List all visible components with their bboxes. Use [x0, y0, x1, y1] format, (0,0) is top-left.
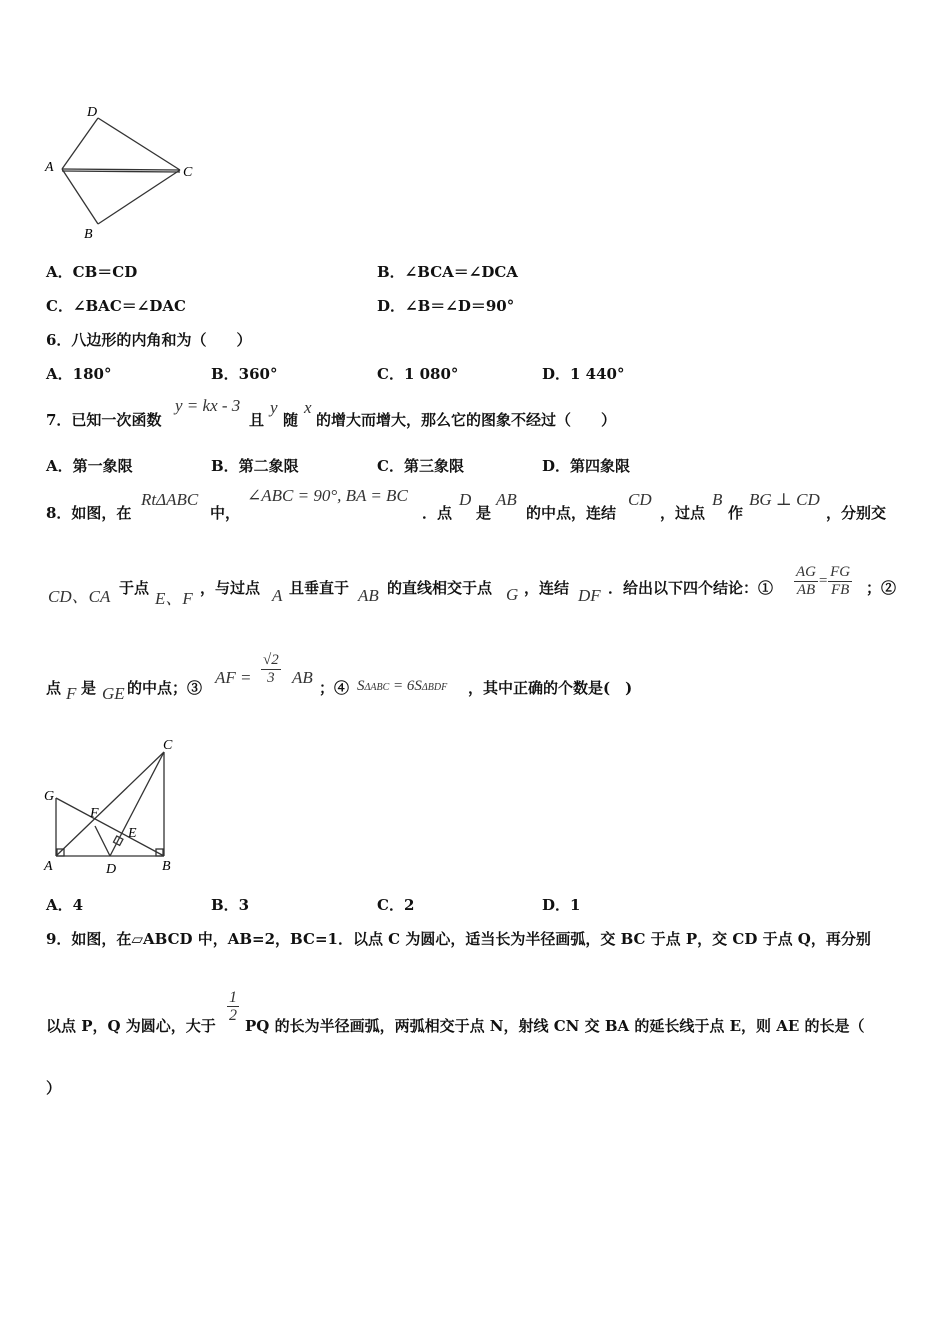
q8-text-1e: 的中点，连结 — [526, 504, 617, 522]
q7-option-b: B．第二象限 — [211, 457, 299, 475]
q8-ratio-den-2: FB — [830, 582, 850, 598]
q6-stem: 6．八边形的内角和为（ ） — [46, 331, 252, 349]
q8-text-2e: ，连结 — [524, 579, 570, 597]
figure-kite — [40, 100, 210, 245]
label-c: C — [163, 738, 173, 753]
q8-text-3c: 的中点；③ — [127, 679, 203, 697]
q8-seg-cd: CD — [628, 490, 652, 509]
label-f: F — [90, 806, 99, 821]
q8-option-a: A．4 — [46, 896, 84, 914]
q7-option-c: C．第三象限 — [377, 457, 464, 475]
q7-stem-3: 随 — [283, 411, 299, 429]
q8-area-sub-1: ΔABC — [364, 682, 390, 693]
edge-gb — [56, 798, 164, 856]
q8-ratio — [794, 564, 852, 599]
q8-text-3b: 是 — [81, 679, 97, 697]
label-b: B — [162, 859, 171, 874]
label-e: E — [128, 826, 137, 841]
q8-sqrt2-num: √2 — [263, 652, 279, 668]
edge-dc — [98, 118, 180, 170]
q9-line-2a: 以点 P，Q 为圆心，大于 — [46, 1017, 216, 1035]
q8-point-f: F — [66, 684, 77, 703]
edge-ac — [56, 752, 164, 856]
q8-option-d: D．1 — [542, 896, 581, 914]
q8-ratio-den-1: AB — [796, 582, 816, 598]
figure-right-triangle — [40, 733, 190, 883]
edge-cd — [110, 752, 164, 856]
q8-seg-ge: GE — [102, 684, 125, 703]
q8-sqrt2-den: 3 — [267, 670, 275, 686]
q8-seg-ab: AB — [496, 490, 517, 509]
q8-text-1b: 中， — [210, 504, 241, 522]
q9-line-1: 9．如图，在▱ABCD 中，AB=2，BC=1．以点 C 为圆心，适当长为半径画弧，交 BC 于点 P，交 CD 于点 Q，再分别 — [46, 930, 871, 948]
q8-text-2f: ．给出以下四个结论：① — [608, 579, 774, 597]
edge-ac — [62, 169, 180, 170]
q8-area-s: S — [357, 678, 365, 694]
q8-point-a: A — [272, 586, 283, 605]
edge-bc — [98, 170, 180, 224]
edge-ad — [62, 118, 98, 169]
q8-area-sub-2: ΔBDF — [421, 682, 448, 693]
q8-seg-ab-2: AB — [358, 586, 379, 605]
edge-ac-inner — [62, 171, 180, 172]
q6-option-b: B．360° — [211, 365, 278, 383]
q8-sqrt2-frac — [261, 652, 281, 687]
q8-rt-triangle: RtΔABC — [141, 490, 199, 509]
q7-option-d: D．第四象限 — [542, 457, 631, 475]
q8-af-rhs: AB — [292, 668, 313, 687]
q8-point-d: D — [459, 490, 472, 509]
q8-ratio-num-2: FG — [830, 564, 851, 580]
edge-df — [95, 826, 110, 856]
q5-option-b: B．∠BCA＝∠DCA — [377, 263, 518, 281]
q8-text-1f: ，过点 — [660, 504, 706, 522]
q5-option-d: D．∠B＝∠D＝90° — [377, 297, 515, 315]
q8-area-relation — [357, 678, 447, 695]
q8-ratio-num-1: AG — [796, 564, 816, 580]
q8-text-2c: 且垂直于 — [289, 579, 350, 597]
q9-line-2b: PQ 的长为半径画弧，两弧相交于点 N，射线 CN 交 BA 的延长线于点 E，则 AE 的长是（ — [245, 1017, 865, 1035]
q8-option-c: C．2 — [377, 896, 415, 914]
label-g: G — [44, 789, 55, 804]
q8-option-b: B．3 — [211, 896, 250, 914]
q7-stem-2: 且 — [249, 411, 265, 429]
q8-condition: ∠ABC = 90°, BA = BC — [247, 486, 408, 505]
q8-text-1g: 作 — [728, 504, 744, 522]
q8-text-2g: ；② — [866, 579, 897, 597]
q8-text-2b: ，与过点 — [200, 579, 261, 597]
q8-seg-df: DF — [578, 586, 601, 605]
label-c: C — [183, 165, 193, 180]
q5-option-c: C．∠BAC＝∠DAC — [46, 297, 186, 315]
q8-point-b: B — [712, 490, 723, 509]
q8-text-1a: 8．如图，在 — [46, 504, 132, 522]
q8-af-lhs: AF = — [215, 668, 252, 687]
label-d: D — [106, 862, 117, 877]
label-a: A — [45, 160, 54, 175]
q8-ratio-eq: = — [818, 572, 829, 589]
label-a: A — [44, 859, 53, 874]
q9-frac-den: 2 — [229, 1007, 237, 1024]
q8-perp: BG ⊥ CD — [749, 490, 820, 509]
q9-half-fraction — [227, 989, 239, 1024]
q6-option-d: D．1 440° — [542, 365, 625, 383]
q8-text-3a: 点 — [46, 679, 62, 697]
q8-text-2a: 于点 — [119, 579, 150, 597]
q8-text-3e: ，其中正确的个数是( ) — [468, 679, 633, 697]
q8-cd-ca: CD、CA — [48, 587, 111, 606]
q8-text-1h: ，分别交 — [826, 504, 887, 522]
q7-stem-4: 的增大而增大，那么它的图象不经过（ ） — [316, 411, 617, 429]
q9-line-3: ） — [46, 1079, 62, 1097]
label-d: D — [87, 105, 98, 120]
q9-frac-num: 1 — [229, 989, 237, 1006]
q7-stem-1: 7．已知一次函数 — [46, 411, 162, 429]
q8-text-1c: ．点 — [422, 504, 453, 522]
q6-option-a: A．180° — [46, 365, 112, 383]
q7-formula: y = kx - 3 — [175, 396, 241, 415]
label-b: B — [84, 227, 93, 242]
q7-var-x: x — [304, 398, 312, 417]
q8-text-2d: 的直线相交于点 — [387, 579, 493, 597]
q6-option-c: C．1 080° — [377, 365, 459, 383]
edge-ab — [62, 169, 98, 224]
q7-var-y: y — [270, 398, 278, 417]
q8-text-3d: ；④ — [319, 679, 350, 697]
q8-area-mid: = 6S — [389, 678, 422, 694]
q8-text-1d: 是 — [476, 504, 492, 522]
q7-option-a: A．第一象限 — [46, 457, 133, 475]
q5-option-a: A．CB＝CD — [46, 263, 138, 281]
q8-e-f: E、F — [155, 589, 193, 608]
q8-point-g: G — [506, 585, 519, 604]
